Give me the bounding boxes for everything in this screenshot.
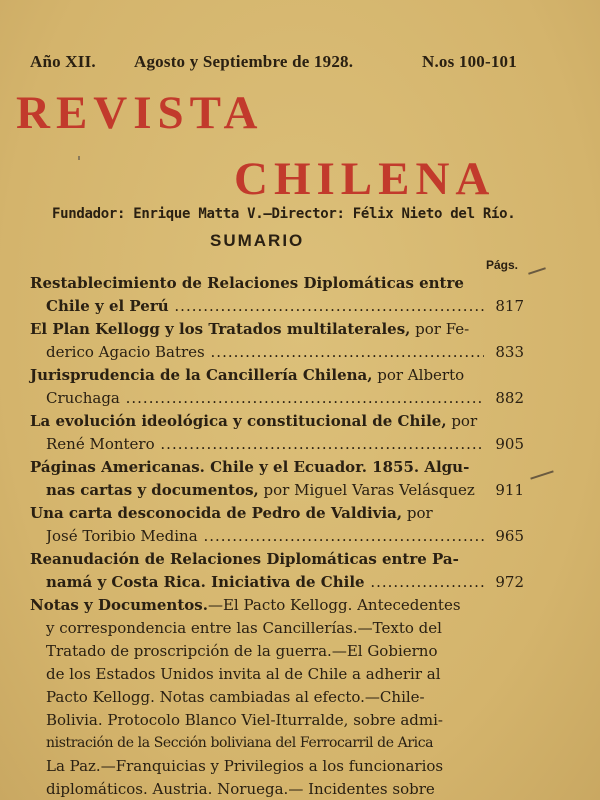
toc-line xyxy=(46,755,524,777)
toc-line xyxy=(46,571,524,593)
toc-text: Tratado de proscripción de la guerra.—El Gobierno xyxy=(46,642,438,660)
issue-number: N.os 100-101 xyxy=(422,52,517,71)
toc-page-number: 965 xyxy=(495,527,524,545)
toc-line xyxy=(46,709,524,731)
toc-bold: El Plan Kellogg y los Tratados multilaterales, xyxy=(30,320,411,338)
toc-text: Cruchaga xyxy=(46,389,120,407)
founder-line: Fundador: Enrique Matta V.—Director: Félix Nieto del Río. xyxy=(52,206,516,222)
toc-bold: Una carta desconocida de Pedro de Valdivia, xyxy=(30,504,403,522)
pencil-mark xyxy=(528,267,546,274)
toc-bold: Jurisprudencia de la Cancillería Chilena, xyxy=(30,366,373,384)
toc-line xyxy=(30,456,524,478)
toc-text: Pacto Kellogg. Notas cambiadas al efecto.—Chile- xyxy=(46,688,425,706)
toc-text: diplomáticos. Austria. Noruega.— Incidentes sobre xyxy=(46,780,435,798)
toc-page-number: 911 xyxy=(495,481,524,499)
toc-line xyxy=(46,341,524,363)
toc-page-number: 972 xyxy=(495,573,524,591)
toc-line xyxy=(30,548,524,570)
toc-text: —El Pacto Kellogg. Antecedentes xyxy=(207,596,461,614)
toc-text: Bolivia. Protocolo Blanco Viel-Iturralde, sobre admi- xyxy=(46,711,444,729)
toc-bold: Páginas Americanas. Chile y el Ecuador. 1855. Algu- xyxy=(30,458,470,476)
toc-text: por xyxy=(446,412,478,430)
toc-line xyxy=(46,686,524,708)
toc-text: de los Estados Unidos invita al de Chile a adherir al xyxy=(46,665,441,683)
toc-page-number: 817 xyxy=(495,297,524,315)
toc-line xyxy=(46,295,524,317)
toc-page-number: 882 xyxy=(495,389,524,407)
toc-text: José Toribio Medina xyxy=(46,527,198,545)
title-line-1: REVISTA xyxy=(16,87,264,139)
toc-bold: Chile y el Perú xyxy=(46,297,169,315)
toc-line xyxy=(46,525,524,547)
pencil-mark xyxy=(530,470,553,479)
toc-line xyxy=(30,594,524,616)
toc-bold: La evolución ideológica y constitucional de Chile, xyxy=(30,412,447,430)
toc-bold: nas cartas y documentos, xyxy=(46,481,259,499)
toc-line xyxy=(30,272,524,294)
toc-page-number: 905 xyxy=(495,435,524,453)
toc-bold: Reanudación de Relaciones Diplomáticas entre Pa- xyxy=(30,550,459,568)
issue-date: Agosto y Septiembre de 1928. xyxy=(134,52,354,71)
toc-text: por Alberto xyxy=(372,366,465,384)
toc-text: La Paz.—Franquicias y Privilegios a los funcionarios xyxy=(46,757,444,775)
toc-line xyxy=(46,387,524,409)
title-line-2: CHILENA xyxy=(234,153,496,205)
toc-line xyxy=(46,433,524,455)
toc-text: por Miguel Varas Velásquez xyxy=(258,481,475,499)
toc-text: René Montero xyxy=(46,435,155,453)
paper-fleck xyxy=(78,156,80,160)
toc-bold: Notas y Documentos. xyxy=(30,596,208,614)
toc-text: derico Agacio Batres xyxy=(46,343,205,361)
toc-line xyxy=(30,502,524,524)
sumario-heading: SUMARIO xyxy=(210,231,305,250)
toc-line xyxy=(46,778,524,800)
toc-bold: namá y Costa Rica. Iniciativa de Chile xyxy=(46,573,365,591)
toc-line xyxy=(46,479,524,501)
pages-column-label: Págs. xyxy=(486,258,519,272)
toc-line xyxy=(46,617,524,639)
toc-line xyxy=(46,663,524,685)
toc-line xyxy=(30,318,524,340)
toc-text: por Fe- xyxy=(410,320,470,338)
toc-text: nistración de la Sección boliviana del Ferrocarril de Arica xyxy=(46,735,434,751)
issue-year: Año XII. xyxy=(30,52,96,71)
toc-text: y correspondencia entre las Cancillerías.—Texto del xyxy=(46,619,442,637)
toc-line xyxy=(30,364,524,386)
toc-line xyxy=(30,410,524,432)
toc-page-number: 833 xyxy=(495,343,524,361)
toc-text: por xyxy=(402,504,433,522)
toc-line xyxy=(46,732,524,754)
toc-line xyxy=(46,640,524,662)
toc-bold: Restablecimiento de Relaciones Diplomáticas entre xyxy=(30,274,464,292)
